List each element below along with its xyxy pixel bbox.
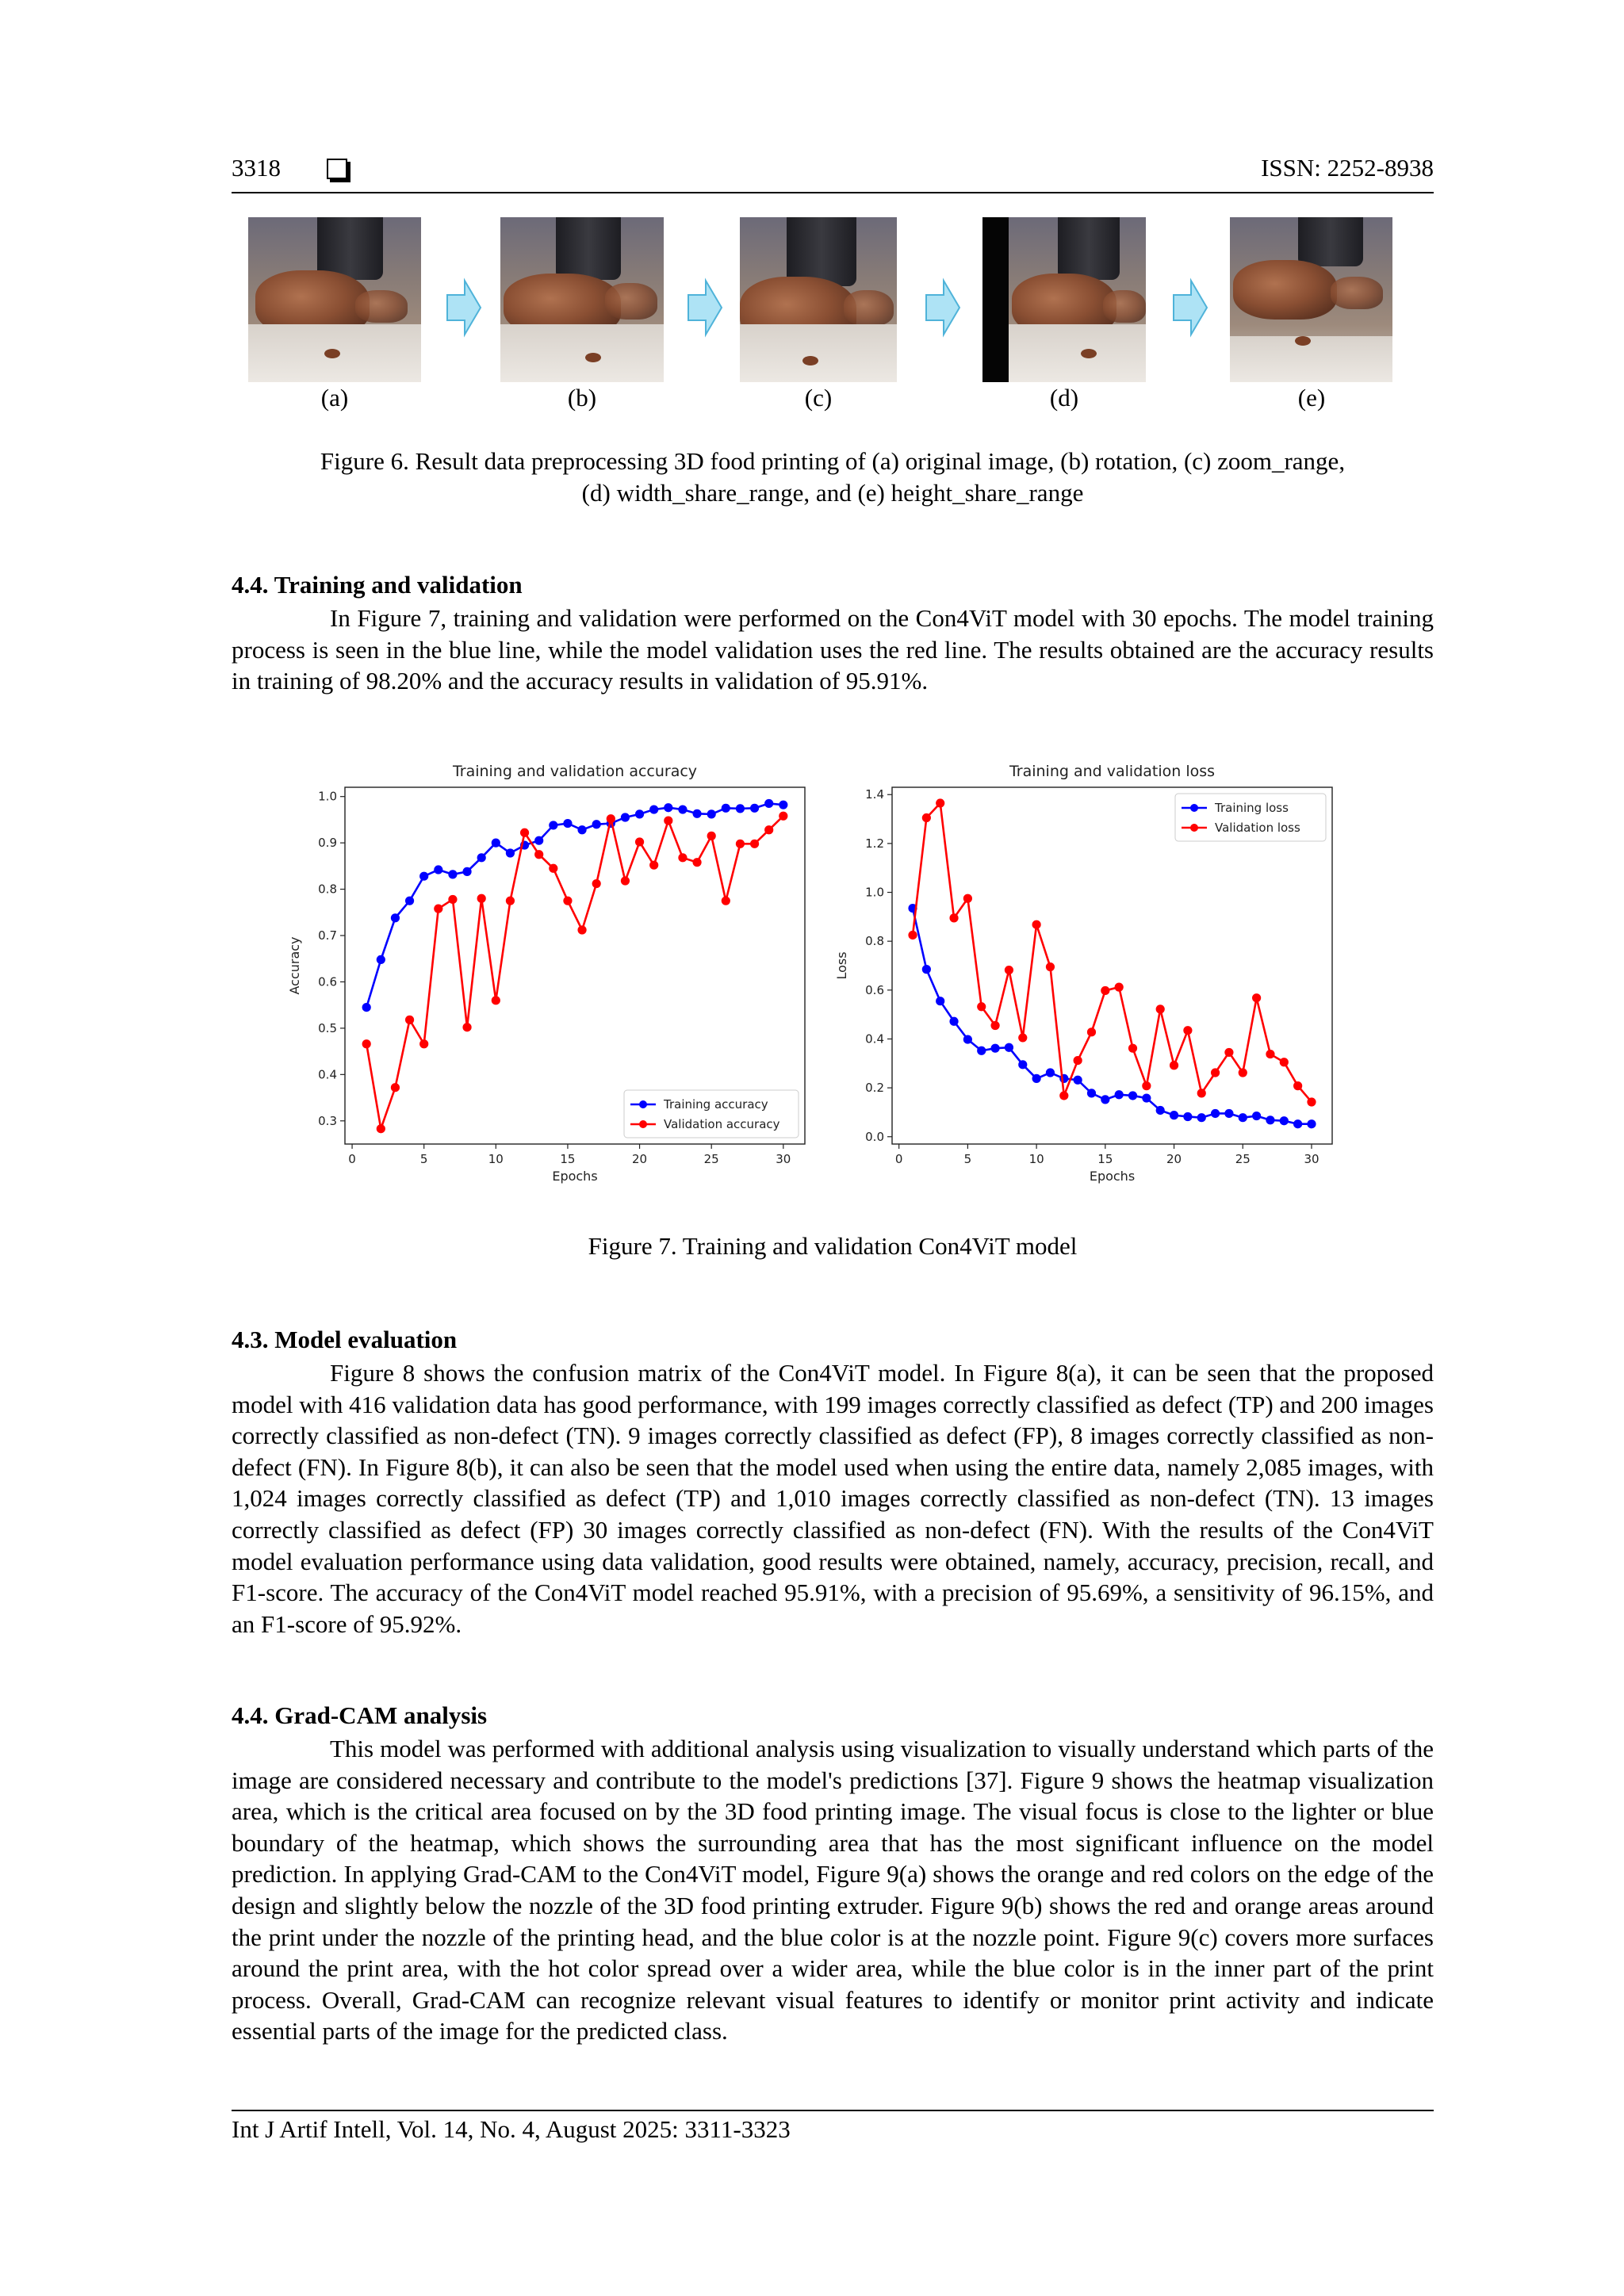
data-point — [377, 955, 385, 964]
legend-marker — [1190, 804, 1198, 812]
figure6-label-a: (a) — [320, 384, 349, 411]
x-tick-label: 20 — [632, 1152, 648, 1166]
data-point — [448, 895, 457, 904]
loss-chart — [834, 757, 1356, 1197]
data-point — [1224, 1109, 1233, 1118]
data-point — [1046, 1068, 1055, 1077]
y-tick-label: 0.8 — [318, 882, 337, 897]
section-paragraph-evaluation — [232, 1357, 1434, 1640]
data-point — [506, 897, 515, 905]
x-tick-label: 0 — [894, 1152, 903, 1166]
arrow-right-icon — [1172, 277, 1208, 338]
series-line-1 — [913, 803, 1312, 1102]
y-tick-label: 1.0 — [318, 789, 337, 804]
y-axis-label: Loss — [834, 951, 849, 980]
chart-title: Training and validation loss — [1009, 763, 1216, 780]
figure7-caption: Figure 7. Training and validation Con4ViT model — [588, 1232, 1078, 1260]
data-point — [362, 1039, 371, 1048]
data-point — [936, 798, 944, 807]
data-point — [1005, 1043, 1013, 1052]
section-text-training: In Figure 7, training and validation were performed on the Con4ViT model with 30 epochs. The model training process is seen in the blue line, while the model validation uses the red line. The results obtained are the accuracy results in training of 98.20% and the accuracy results in validation of 95.91%. — [232, 604, 1434, 695]
data-point — [563, 819, 572, 828]
data-point — [607, 814, 615, 823]
data-point — [990, 1044, 999, 1053]
data-point — [1280, 1058, 1289, 1066]
data-point — [949, 1017, 958, 1026]
data-point — [391, 913, 400, 922]
data-point — [1252, 1112, 1261, 1120]
figure6-label-e: (e) — [1297, 384, 1326, 411]
data-point — [678, 805, 687, 813]
x-tick-label: 25 — [1235, 1152, 1251, 1166]
data-point — [621, 813, 630, 821]
data-point — [549, 864, 557, 873]
data-point — [1170, 1111, 1178, 1119]
figure6-image-d — [982, 217, 1146, 382]
y-tick-label: 0.2 — [865, 1081, 884, 1096]
figure6-caption — [232, 446, 1434, 509]
data-point — [1280, 1116, 1289, 1125]
data-point — [405, 897, 414, 905]
series-line-1 — [366, 816, 783, 1128]
y-tick-label: 0.3 — [318, 1113, 337, 1128]
data-point — [707, 832, 716, 840]
figure6-image-c — [740, 217, 897, 382]
data-point — [635, 837, 644, 846]
data-point — [492, 996, 500, 1004]
data-point — [750, 804, 759, 813]
section-heading-gradcam: 4.4. Grad-CAM analysis — [232, 1701, 488, 1729]
data-point — [1252, 993, 1261, 1002]
data-point — [977, 1047, 986, 1055]
data-point — [434, 905, 442, 913]
data-point — [707, 809, 716, 818]
data-point — [649, 805, 658, 813]
data-point — [779, 812, 787, 821]
data-point — [462, 867, 471, 876]
data-point — [1224, 1048, 1233, 1057]
data-point — [577, 925, 586, 934]
data-point — [1197, 1089, 1206, 1097]
data-point — [922, 813, 931, 822]
x-tick-label: 0 — [348, 1152, 356, 1166]
data-point — [577, 825, 586, 834]
header-rule — [232, 192, 1434, 193]
data-point — [1115, 1090, 1124, 1099]
data-point — [1307, 1097, 1316, 1106]
data-point — [520, 828, 529, 837]
data-point — [1087, 1027, 1096, 1036]
x-tick-label: 5 — [963, 1152, 972, 1166]
arrow-right-icon — [687, 277, 723, 338]
data-point — [1074, 1076, 1082, 1085]
x-tick-label: 30 — [1304, 1152, 1320, 1166]
data-point — [908, 931, 917, 939]
data-point — [377, 1124, 385, 1133]
footer-rule — [232, 2110, 1434, 2111]
data-point — [477, 894, 486, 903]
data-point — [506, 848, 515, 857]
data-point — [1266, 1050, 1274, 1058]
legend-marker — [639, 1120, 647, 1128]
data-point — [1032, 920, 1041, 929]
data-point — [977, 1002, 986, 1011]
page-number: 3318 — [232, 154, 281, 182]
data-point — [1156, 1106, 1165, 1115]
series-line-0 — [366, 803, 783, 1007]
data-point — [1293, 1119, 1302, 1128]
legend-label: Validation accuracy — [664, 1117, 780, 1131]
section-paragraph-gradcam — [232, 1733, 1434, 2047]
x-tick-label: 15 — [1097, 1152, 1113, 1166]
data-point — [1156, 1004, 1165, 1013]
section-paragraph-training — [232, 603, 1434, 697]
data-point — [1005, 966, 1013, 974]
data-point — [1183, 1026, 1192, 1035]
page-header — [232, 152, 1434, 192]
y-tick-label: 0.8 — [865, 934, 884, 949]
y-tick-label: 0.7 — [318, 928, 337, 943]
data-point — [922, 965, 931, 974]
data-point — [1142, 1093, 1151, 1102]
data-point — [448, 870, 457, 878]
y-tick-label: 0.4 — [318, 1067, 337, 1082]
data-point — [990, 1021, 999, 1030]
x-tick-label: 5 — [419, 1152, 428, 1166]
data-point — [1128, 1091, 1137, 1100]
data-point — [1018, 1033, 1027, 1042]
data-point — [1170, 1061, 1178, 1070]
data-point — [779, 801, 787, 809]
y-tick-label: 0.6 — [865, 982, 884, 997]
data-point — [419, 1039, 428, 1048]
x-tick-label: 10 — [488, 1152, 504, 1166]
footer-citation: Int J Artif Intell, Vol. 14, No. 4, August 2025: 3311-3323 — [232, 2115, 791, 2143]
data-point — [1142, 1081, 1151, 1090]
data-point — [1087, 1089, 1096, 1097]
x-tick-label: 25 — [703, 1152, 719, 1166]
data-point — [736, 804, 745, 813]
data-point — [1101, 986, 1109, 995]
figure6-image-b — [500, 217, 664, 382]
y-tick-label: 1.4 — [865, 787, 884, 802]
data-point — [1046, 962, 1055, 971]
y-tick-label: 0.4 — [865, 1031, 884, 1047]
figure6-caption-line2: (d) width_share_range, and (e) height_share_range — [581, 479, 1084, 507]
data-point — [534, 850, 543, 859]
y-tick-label: 0.5 — [318, 1020, 337, 1035]
accuracy-chart — [285, 757, 825, 1197]
y-tick-label: 1.0 — [865, 885, 884, 900]
figure6-image-a — [248, 217, 421, 382]
x-axis-label: Epochs — [1089, 1169, 1136, 1184]
data-point — [936, 997, 944, 1005]
x-tick-label: 15 — [560, 1152, 576, 1166]
data-point — [477, 853, 486, 862]
data-point — [621, 876, 630, 885]
data-point — [1307, 1119, 1316, 1128]
data-point — [405, 1016, 414, 1024]
figure6-image-e — [1230, 217, 1392, 382]
figure6-label-b: (b) — [567, 384, 597, 411]
y-tick-label: 0.6 — [318, 974, 337, 989]
x-axis-label: Epochs — [552, 1169, 598, 1184]
data-point — [1197, 1113, 1206, 1122]
x-tick-label: 30 — [776, 1152, 791, 1166]
y-tick-label: 1.2 — [865, 836, 884, 851]
data-point — [534, 836, 543, 845]
legend-label: Training accuracy — [664, 1097, 768, 1112]
data-point — [1115, 983, 1124, 992]
data-point — [1059, 1091, 1068, 1100]
legend-label: Training loss — [1215, 801, 1289, 815]
x-tick-label: 10 — [1028, 1152, 1044, 1166]
chart-title: Training and validation accuracy — [452, 763, 698, 780]
data-point — [362, 1003, 371, 1012]
data-point — [764, 799, 773, 808]
data-point — [592, 879, 601, 888]
data-point — [492, 839, 500, 848]
data-point — [750, 840, 759, 848]
section-text-evaluation: Figure 8 shows the confusion matrix of the Con4ViT model. In Figure 8(a), it can be seen that the proposed model with 416 validation data has good performance, with 199 images correctly classified as defect (TP) and 200 images correctly classified as non-defect (TN). 9 images correctly classified as defect (FP), 8 images correctly classified as non-defect (FN). In Figure 8(b), it can also be seen that the model used when using the entire data, namely 2,085 images, with 1,024 images correctly classified as defect (TP) and 1,010 images correctly classified as non-defect (TN). 13 images correctly classified as defect (FP) 30 images correctly classified as non-defect (FN). With the results of the Con4ViT model evaluation performance using data validation, good results were obtained, namely, accuracy, precision, recall, and F1-score. The accuracy of the Con4ViT model reached 95.91%, with a precision of 95.69%, a sensitivity of 96.15%, and an F1-score of 95.92%. — [232, 1359, 1434, 1638]
data-point — [1128, 1044, 1137, 1053]
data-point — [1211, 1109, 1220, 1118]
data-point — [1183, 1112, 1192, 1121]
data-point — [664, 803, 672, 812]
y-axis-label: Accuracy — [287, 936, 302, 995]
data-point — [1211, 1068, 1220, 1077]
data-point — [1266, 1115, 1274, 1124]
data-point — [635, 809, 644, 818]
data-point — [592, 820, 601, 828]
legend-label: Validation loss — [1215, 821, 1300, 835]
data-point — [963, 894, 972, 903]
data-point — [563, 897, 572, 905]
data-point — [549, 821, 557, 829]
section-heading-training: 4.4. Training and validation — [232, 571, 523, 599]
data-point — [1074, 1056, 1082, 1065]
section-text-gradcam: This model was performed with additional analysis using visualization to visually understand which parts of the image are considered necessary and contribute to the model's predictions [37]. Figure 9 shows the heatmap visualization area, which is the critical area focused on by the 3D food printing image. The visual focus is close to the lighter or blue boundary of the heatmap, which shows the surrounding area that has the most significant influence on the model prediction. In applying Grad-CAM to the Con4ViT model, Figure 9(a) shows the orange and red colors on the edge of the design and slightly below the nozzle of the 3D food printing extruder. Figure 9(b) shows the red and orange areas around the print under the nozzle of the printing head, and the blue color is at the nozzle point. Figure 9(c) covers more surfaces around the print area, with the hot color spread over a wider area, while the blue color is in the inner part of the print process. Overall, Grad-CAM can recognize relevant visual features to identify or monitor print activity and indicate essential parts of the image for the predicted class. — [232, 1735, 1434, 2045]
data-point — [692, 809, 701, 818]
data-point — [419, 872, 428, 881]
data-point — [462, 1023, 471, 1031]
legend-marker — [1190, 824, 1198, 832]
data-point — [722, 897, 730, 905]
data-point — [949, 913, 958, 922]
checkbox-symbol-icon — [327, 159, 347, 179]
data-point — [391, 1083, 400, 1092]
data-point — [1032, 1074, 1041, 1083]
figure6-label-d: (d) — [1049, 384, 1079, 411]
data-point — [1239, 1068, 1247, 1077]
data-point — [664, 816, 672, 825]
arrow-right-icon — [925, 277, 961, 338]
data-point — [1239, 1113, 1247, 1122]
figure6-label-c: (c) — [804, 384, 833, 411]
data-point — [722, 804, 730, 813]
data-point — [1101, 1095, 1109, 1104]
section-heading-evaluation: 4.3. Model evaluation — [232, 1326, 458, 1353]
data-point — [434, 865, 442, 874]
y-tick-label: 0.0 — [865, 1129, 884, 1144]
data-point — [692, 858, 701, 867]
y-tick-label: 0.9 — [318, 836, 337, 851]
data-point — [963, 1035, 972, 1043]
x-tick-label: 20 — [1166, 1152, 1182, 1166]
data-point — [764, 825, 773, 834]
arrow-right-icon — [446, 277, 482, 338]
data-point — [736, 840, 745, 848]
legend-marker — [639, 1100, 647, 1108]
data-point — [1018, 1060, 1027, 1069]
issn: ISSN: 2252-8938 — [1261, 154, 1434, 182]
data-point — [649, 861, 658, 870]
data-point — [1293, 1081, 1302, 1090]
figure6-caption-line1: Figure 6. Result data preprocessing 3D food printing of (a) original image, (b) rotation, (c) zoom_range, — [320, 447, 1346, 475]
data-point — [678, 853, 687, 862]
